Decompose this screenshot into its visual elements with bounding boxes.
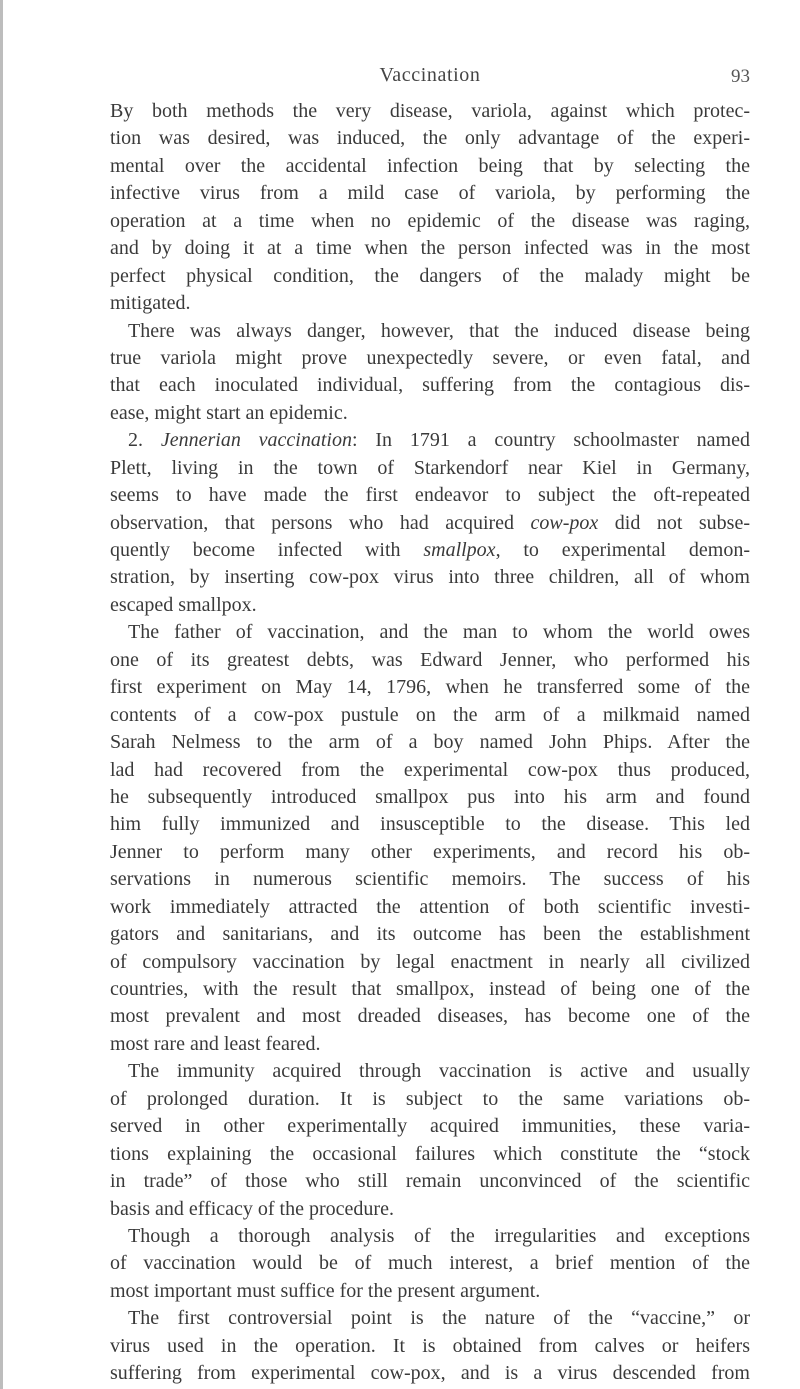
text-line: true variola might prove unexpectedly severe, or even fatal, and [110,346,750,369]
text-line [110,427,750,454]
text-segment: , to experimental demon- [495,539,750,561]
page-edge-rule [0,0,3,1389]
text-segment: quently become infected with [110,539,424,561]
italic-term: smallpox [423,539,496,561]
running-head [110,64,750,90]
text-line: lad had recovered from the experimental cow-pox thus produced, [110,758,750,781]
text-line: The immunity acquired through vaccination is active and usually [128,1060,750,1083]
text-line: virus used in the operation. It is obtained from calves or heifers [110,1334,750,1357]
text-line: The first controversial point is the nature of the “vaccine,” or [128,1307,750,1330]
italic-term: cow-pox [530,511,599,534]
text-line: stration, by inserting cow-pox virus into three children, all of whom [110,566,750,589]
text-line: contents of a cow-pox pustule on the arm of a milkmaid named [110,703,750,726]
running-title: Vaccination [379,64,481,86]
text-line: mitigated. [110,292,191,315]
text-line: There was always danger, however, that the induced disease being [128,319,750,342]
text-line [110,537,750,564]
text-line: Sarah Nelmess to the arm of a boy named John Phips. After the [110,731,750,754]
text-line: one of its greatest debts, was Edward Jenner, who performed his [110,648,750,671]
text-line: of vaccination would be of much interest, a brief mention of the [110,1252,750,1275]
page-number: 93 [731,66,750,87]
italic-term: Jennerian vaccination [160,429,352,452]
text-line: ease, might start an epidemic. [110,401,348,424]
text-line: work immediately attracted the attention of both scientific investi- [110,895,750,918]
text-line: perfect physical condition, the dangers of the malady might be [110,264,750,287]
text-line: escaped smallpox. [110,593,257,616]
text-line: Plett, living in the town of Starkendorf near Kiel in Germany, [110,456,750,479]
text-line: infective virus from a mild case of variola, by performing the [110,182,750,205]
text-line: operation at a time when no epidemic of the disease was raging, [110,209,750,232]
text-line: served in other experimentally acquired immunities, these varia- [110,1115,750,1138]
text-line: most rare and least feared. [110,1032,321,1055]
text-line [110,510,750,537]
text-line: The father of vaccination, and the man to whom the world owes [128,621,750,644]
text-line: servations in numerous scientific memoirs. The success of his [110,868,750,891]
text-segment: did not subse- [598,511,750,534]
text-line: of compulsory vaccination by legal enactment in nearly all civilized [110,950,750,973]
text-line: and by doing it at a time when the person infected was in the most [110,237,750,260]
text-line: Jenner to perform many other experiments, and record his ob- [110,840,750,863]
text-line: mental over the accidental infection being that by selecting the [110,154,750,177]
text-segment: 2. [128,429,161,452]
text-line: most prevalent and most dreaded diseases, has become one of the [110,1005,750,1028]
text-line: gators and sanitarians, and its outcome has been the establishment [110,923,750,946]
text-line: countries, with the result that smallpox, instead of being one of the [110,978,750,1000]
text-line: he subsequently introduced smallpox pus into his arm and found [110,785,750,808]
text-segment: : In 1791 a country schoolmaster named [351,429,750,452]
text-line: of prolonged duration. It is subject to the same variations ob- [110,1087,750,1110]
text-line: By both methods the very disease, variola, against which protec- [110,100,750,122]
text-line: in trade” of those who still remain unconvinced of the scientific [110,1170,750,1193]
text-line: that each inoculated individual, suffering from the contagious dis- [110,374,750,397]
text-segment: observation, that persons who had acquired [110,511,531,534]
text-line: suffering from experimental cow-pox, and is a virus descended from [110,1362,750,1385]
body-text [110,98,750,1388]
text-line: Though a thorough analysis of the irregularities and exceptions [128,1224,750,1247]
text-line: seems to have made the first endeavor to subject the oft-repeated [110,484,750,507]
text-line: him fully immunized and insusceptible to the disease. This led [110,813,750,836]
text-line: basis and efficacy of the procedure. [110,1197,394,1220]
text-line: tion was desired, was induced, the only advantage of the experi- [110,127,750,150]
text-line: first experiment on May 14, 1796, when he transferred some of the [110,676,750,699]
text-line: tions explaining the occasional failures which constitute the “stock [110,1142,750,1165]
text-line: most important must suffice for the present argument. [110,1279,541,1302]
